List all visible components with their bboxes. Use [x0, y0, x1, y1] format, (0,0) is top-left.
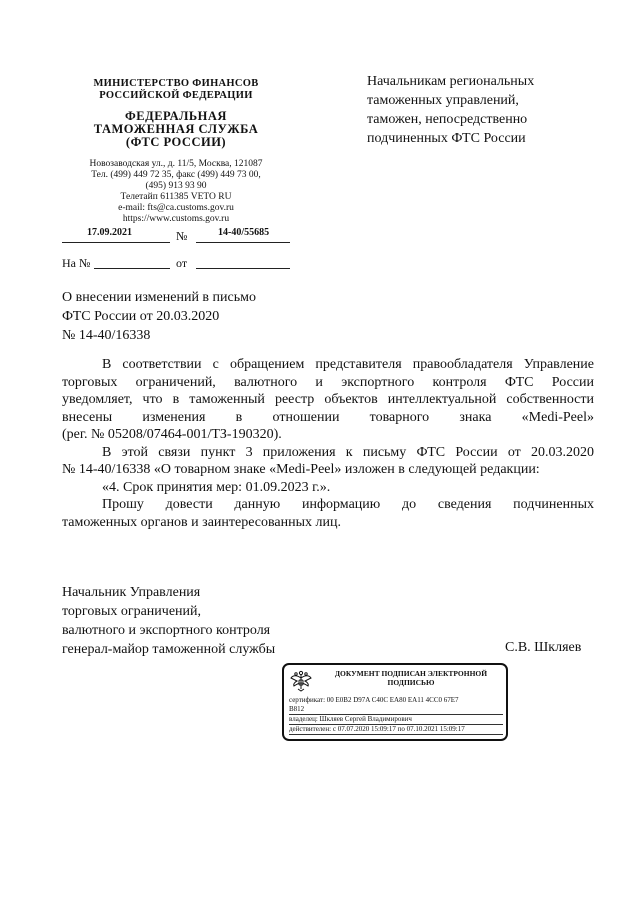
number-label: №: [176, 229, 188, 243]
stamp-certificate: сертификат: 00 E0B2 D97A C40C EA80 EA11 4CC0 67E7: [289, 696, 459, 704]
paragraph-4-line-2: таможенных органов и заинтересованных лиц.: [62, 514, 341, 530]
subject-line-3: № 14-40/16338: [62, 328, 151, 343]
double-headed-eagle-icon: [289, 669, 313, 693]
stamp-title-line-2: ПОДПИСЬЮ: [387, 678, 435, 687]
signatory-line-1: Начальник Управления: [62, 585, 201, 600]
document-date: 17.09.2021: [87, 227, 132, 238]
addressee-line-3: таможен, непосредственно: [367, 112, 528, 127]
letterhead: [56, 78, 296, 225]
subject-block: [62, 288, 322, 345]
document-number: 14-40/55685: [218, 227, 270, 238]
stamp-details: [289, 696, 503, 735]
on-number-underline: [94, 268, 170, 269]
stamp-certificate-tail: B812: [289, 705, 503, 715]
service-line-2: ТАМОЖЕННАЯ СЛУЖБА: [93, 122, 259, 136]
date-underline: [62, 242, 170, 243]
stamp-title-line-1: ДОКУМЕНТ ПОДПИСАН ЭЛЕКТРОННОЙ: [334, 669, 488, 678]
signatory-line-3: валютного и экспортного контроля: [62, 623, 271, 638]
ministry-line-2: РОССИЙСКОЙ ФЕДЕРАЦИИ: [99, 90, 253, 101]
teletype: Телетайп 611385 VETO RU: [120, 192, 232, 202]
stamp-validity: действителен: с 07.07.2020 15:09:17 по 07.10.2021 15:09:17: [289, 725, 503, 735]
addressee-line-1: Начальникам региональных: [367, 74, 535, 89]
stamp-title: [318, 669, 504, 687]
paragraph-2-line-2: № 14-40/16338 «О товарном знаке «Medi-Peel» изложен в следующей редакции:: [62, 462, 540, 477]
signatory-name: С.В. Шкляев: [505, 640, 582, 655]
website-link[interactable]: https://www.customs.gov.ru: [122, 214, 230, 224]
letter-body: [62, 356, 594, 531]
electronic-signature-stamp: [282, 663, 508, 741]
stamp-owner: владелец: Шкляев Сергей Владимирович: [289, 715, 503, 725]
signatory-line-4: генерал-майор таможенной службы: [62, 642, 276, 657]
service-line-1: ФЕДЕРАЛЬНАЯ: [125, 109, 227, 123]
from-underline: [196, 268, 290, 269]
signatory-line-2: торговых ограничений,: [62, 604, 202, 619]
service-line-3: (ФТС РОССИИ): [125, 135, 227, 149]
addressee-line-2: таможенных управлений,: [367, 93, 519, 108]
addressee-block: [367, 72, 607, 148]
ministry-line-1: МИНИСТЕРСТВО ФИНАНСОВ: [93, 78, 259, 89]
contacts-block: [56, 159, 296, 225]
paragraph-1-line-4: внесены изменения в отношении товарного знака «Medi-Peel»: [62, 409, 594, 425]
signatory-position: [62, 583, 362, 659]
from-label: от: [176, 256, 188, 270]
paragraph-2-line-1: В этой связи пункт 3 приложения к письму ФТС России от 20.03.2020: [102, 444, 594, 460]
number-underline: [196, 242, 290, 243]
subject-line-1: О внесении изменений в письмо: [62, 290, 256, 305]
paragraph-3: «4. Срок принятия мер: 01.09.2023 г.».: [102, 479, 331, 495]
email-link[interactable]: e-mail: fts@ca.customs.gov.ru: [118, 203, 234, 213]
phone-fax-line-2: (495) 913 93 90: [145, 181, 207, 191]
paragraph-4-line-1: Прошу довести данную информацию до сведения подчиненных: [102, 497, 594, 512]
paragraph-1-line-5: (рег. № 05208/07464-001/ТЗ-190320).: [62, 427, 282, 442]
postal-address: Новозаводская ул., д. 11/5, Москва, 121087: [89, 159, 263, 169]
paragraph-1-line-1: В соответствии с обращением представителя правообладателя Управление: [102, 357, 594, 372]
service-name: [56, 110, 296, 149]
paragraph-1-line-3: уведомляет, что в таможенный реестр объектов интеллектуальной собственности: [62, 392, 594, 407]
phone-fax-line-1: Тел. (499) 449 72 35, факс (499) 449 73 00,: [91, 170, 261, 180]
on-number-label: На №: [62, 256, 91, 270]
ministry-name: [56, 78, 296, 102]
subject-line-2: ФТС России от 20.03.2020: [62, 309, 220, 324]
addressee-line-4: подчиненных ФТС России: [367, 131, 526, 146]
paragraph-1-line-2: торговых ограничений, валютного и экспортного контроля ФТС России: [62, 374, 594, 390]
